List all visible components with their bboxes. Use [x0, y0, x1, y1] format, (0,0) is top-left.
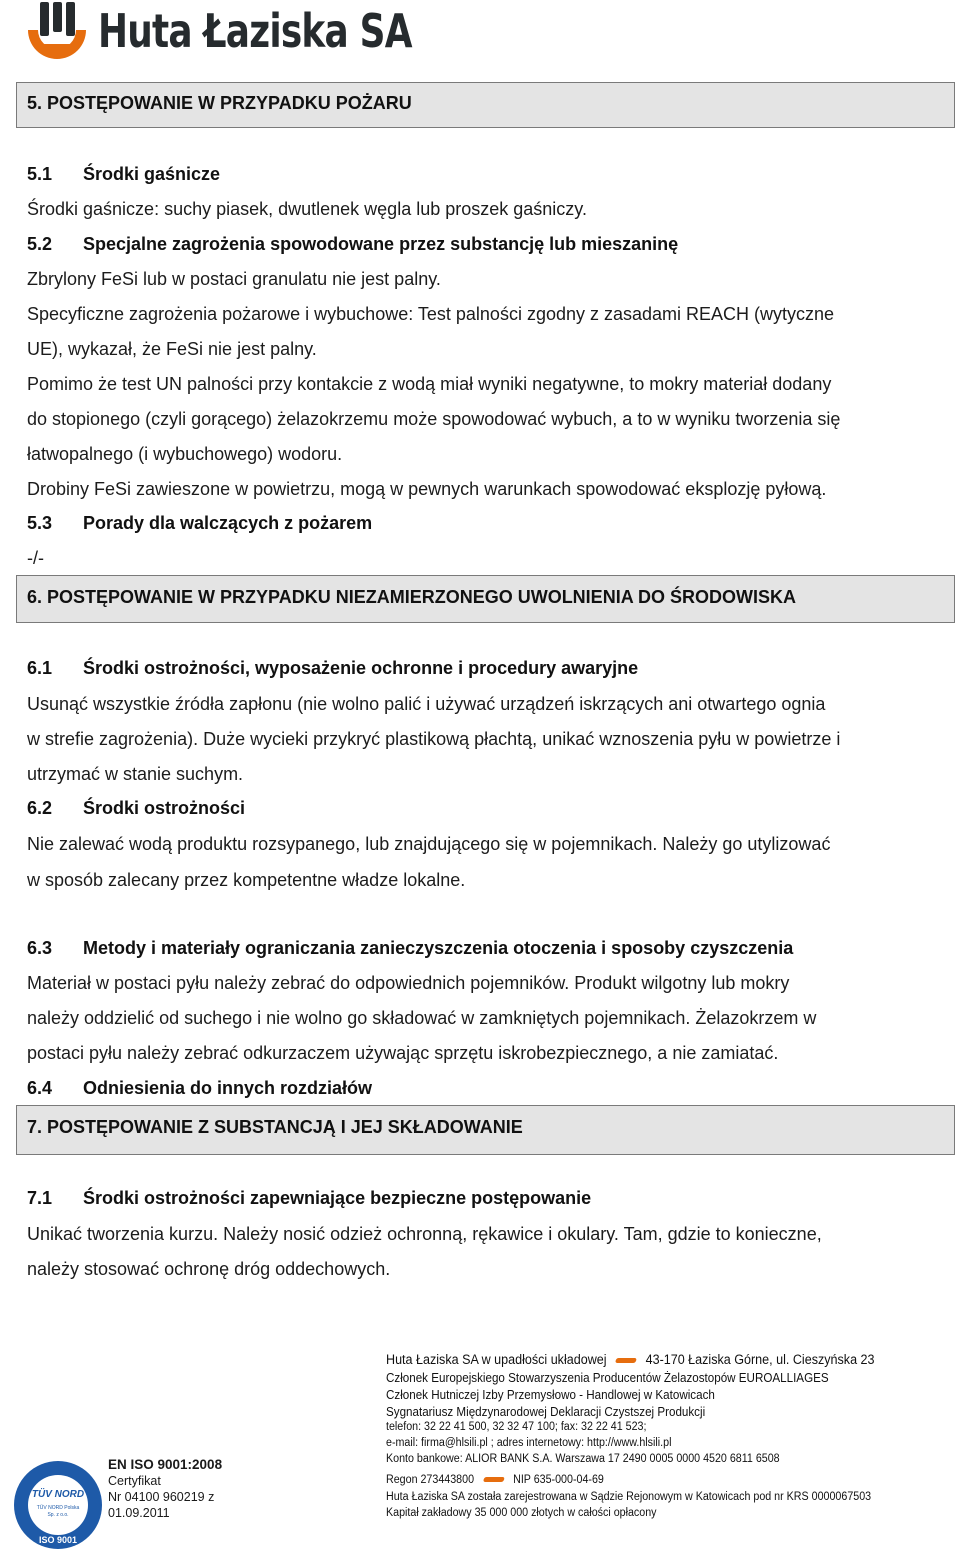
section-7-header	[16, 1105, 955, 1155]
section-5-header	[16, 82, 955, 128]
paragraph: Materiał w postaci pyłu należy zebrać do odpowiednich pojemników. Produkt wilgotny lub mokry	[27, 973, 790, 993]
tuv-iso: ISO 9001	[38, 1535, 78, 1545]
tuv-sub2: Sp. z o.o.	[47, 1512, 69, 1518]
paragraph: Usunąć wszystkie źródła zapłonu (nie wolno palić i używać urządzeń iskrzących ani otwartego ognia	[27, 694, 826, 714]
paragraph: Pomimo że test UN palności przy kontakcie z wodą miał wyniki negatywne, to mokry materiał dodany	[27, 374, 832, 394]
footer-line: Konto bankowe: ALIOR BANK S.A. Warszawa 17 2490 0005 0000 4520 6811 6508	[386, 1453, 780, 1465]
paragraph: Specyficzne zagrożenia pożarowe i wybuchowe: Test palności zgodny z zasadami REACH (wytyczne	[27, 304, 835, 324]
paragraph: łatwopalnego (i wybuchowego) wodoru.	[27, 444, 343, 464]
paragraph: w sposób zalecany przez kompetentne władze lokalne.	[27, 870, 466, 890]
heading-7-1: 7.1 Środki ostrożności zapewniające bezpieczne postępowanie	[27, 1188, 592, 1208]
tuv-seal-icon	[12, 1453, 104, 1553]
paragraph: utrzymać w stanie suchym.	[27, 764, 244, 784]
footer-line: Sygnatariusz Międzynarodowej Deklaracji Czystszej Produkcji	[386, 1405, 706, 1419]
paragraph: Środki gaśnicze: suchy piasek, dwutlenek węgla lub proszek gaśniczy.	[27, 199, 587, 219]
heading-5-1: 5.1 Środki gaśnicze	[27, 164, 221, 184]
paragraph: należy oddzielić od suchego i nie wolno go składować w zamkniętych pojemnikach. Żelazokrzem w	[27, 1008, 817, 1028]
paragraph: należy stosować ochronę dróg oddechowych.	[27, 1259, 391, 1279]
paragraph: Nie zalewać wodą produktu rozsypanego, lub znajdującego się w pojemnikach. Należy go utylizować	[27, 834, 831, 854]
paragraph: postaci pyłu należy zebrać odkurzaczem używając sprzętu iskrobezpiecznego, a nie zamiatać.	[27, 1043, 779, 1063]
paragraph: Zbrylony FeSi lub w postaci granulatu nie jest palny.	[27, 269, 441, 289]
paragraph: do stopionego (czyli gorącego) żelazokrzemu może spowodować wybuch, a to w wyniku tworzenia się	[27, 409, 841, 429]
footer-line: e-mail: firma@hlsili.pl ; adres internetowy: http://www.hlsili.pl	[386, 1437, 672, 1449]
heading-6-1: 6.1 Środki ostrożności, wyposażenie ochronne i procedury awaryjne	[27, 658, 639, 678]
tuv-sub1: TÜV NORD Polska	[36, 1505, 80, 1511]
paragraph: w strefie zagrożenia). Duże wycieki przykryć plastikową płachtą, unikać wznoszenia pyłu w powietrze i	[27, 729, 841, 749]
paragraph: -/-	[27, 548, 44, 568]
section-7-title: 7. POSTĘPOWANIE Z SUBSTANCJĄ I JEJ SKŁADOWANIE	[27, 1117, 523, 1137]
tuv-brand: TÜV NORD	[31, 1489, 85, 1500]
paragraph: UE), wykazał, że FeSi nie jest palny.	[27, 339, 317, 359]
heading-6-4: 6.4 Odniesienia do innych rozdziałów	[27, 1078, 373, 1098]
iso-certificate-label: Certyfikat	[108, 1474, 161, 1488]
footer-line: Członek Hutniczej Izby Przemysłowo - Handlowej w Katowicach	[386, 1388, 715, 1402]
section-6-title: 6. POSTĘPOWANIE W PRZYPADKU NIEZAMIERZONEGO UWOLNIENIA DO ŚRODOWISKA	[27, 587, 797, 607]
orange-dash-icon	[482, 1477, 504, 1482]
logo-text: Huta Łaziska SA	[98, 4, 412, 58]
footer-line: Kapitał zakładowy 35 000 000 złotych w całości opłacony	[386, 1507, 657, 1519]
company-logo	[22, 0, 412, 66]
orange-dash-icon	[615, 1358, 637, 1363]
iso-standard: EN ISO 9001:2008	[108, 1457, 223, 1472]
footer-line: Huta Łaziska SA została zarejestrowana w Sądzie Rejonowym w Katowicach pod nr KRS 0000067503	[386, 1491, 872, 1503]
paragraph: Unikać tworzenia kurzu. Należy nosić odzież ochronną, rękawice i okulary. Tam, gdzie to konieczne,	[27, 1224, 822, 1244]
helmet-logo-icon	[22, 0, 92, 64]
heading-5-2: 5.2 Specjalne zagrożenia spowodowane przez substancję lub mieszaninę	[27, 234, 679, 254]
heading-6-2: 6.2 Środki ostrożności	[27, 798, 246, 818]
footer-line: telefon: 32 22 41 500, 32 32 47 100; fax: 32 22 41 523;	[386, 1421, 647, 1433]
section-5-title: 5. POSTĘPOWANIE W PRZYPADKU POŻARU	[27, 93, 412, 113]
heading-6-3: 6.3 Metody i materiały ograniczania zanieczyszczenia otoczenia i sposoby czyszczenia	[27, 938, 794, 958]
footer-line: Członek Europejskiego Stowarzyszenia Producentów Żelazostopów EUROALLIAGES	[386, 1371, 829, 1385]
iso-certificate-number: Nr 04100 960219 z	[108, 1490, 215, 1504]
heading-5-3: 5.3 Porady dla walczących z pożarem	[27, 513, 373, 533]
paragraph: Drobiny FeSi zawieszone w powietrzu, mogą w pewnych warunkach spowodować eksplozję pyłową.	[27, 479, 827, 499]
iso-certificate-date: 01.09.2011	[108, 1506, 170, 1520]
footer-company-line: Huta Łaziska SA w upadłości układowej 43-170 Łaziska Górne, ul. Cieszyńska 23	[386, 1352, 875, 1367]
footer-regon-line: Regon 273443800 NIP 635-000-04-69	[386, 1474, 604, 1486]
section-6-header	[16, 575, 955, 623]
tuv-certificate-badge	[12, 1453, 104, 1553]
